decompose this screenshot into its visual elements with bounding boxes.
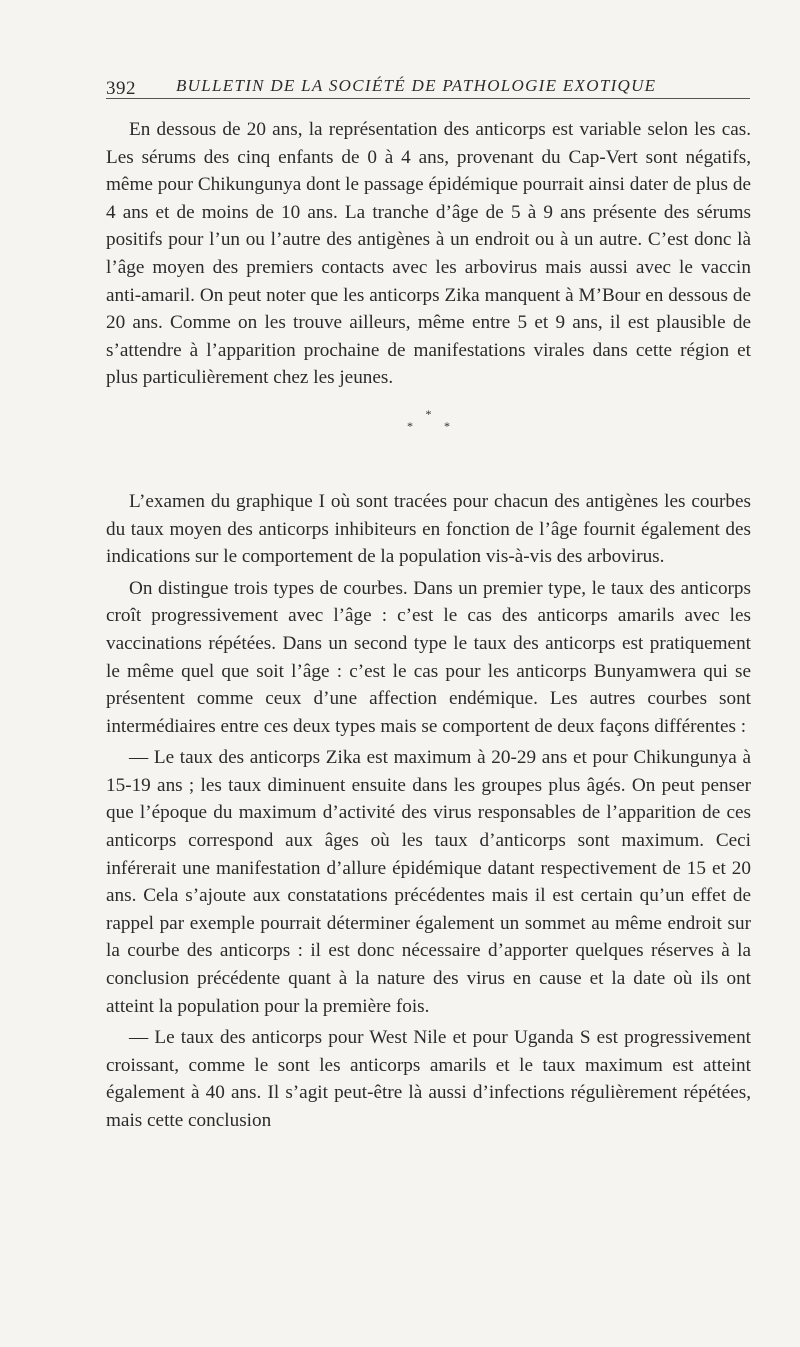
paragraph: — Le taux des anticorps Zika est maximum à 20-29 ans et pour Chikungunya à 15-19 ans ; les taux diminuent ensuite dans les groupes plus âgés. On peut penser que l’époque du maximum d’activité des virus responsables de l’apparition de ces anticorps correspond aux âges où les taux d’anticorps sont maximum. Ceci inférerait une manifestation d’allure épidémique datant respectivement de 15 et 20 ans. Cela s’ajoute aux constatations précédentes mais il est certain qu’un effet de rappel par exemple pourrait déterminer également un sommet au même endroit sur la courbe des anticorps : il est donc nécessaire d’apporter quelques réserves à la conclusion précédente quant à la nature des virus en cause et la date où ils ont atteint la population pour la première fois. <box>106 747 751 1017</box>
running-title: BULLETIN DE LA SOCIÉTÉ DE PATHOLOGIE EXOTIQUE <box>176 76 657 95</box>
paragraph: — Le taux des anticorps pour West Nile et pour Uganda S est progressivement croissant, comme le sont les anticorps amarils et le taux maximum est atteint également à 40 ans. Il s’agit peut-être là aussi d’infections régulièrement répétées, mais cette conclusion <box>106 1027 751 1131</box>
asterism-bottom: * * <box>407 418 464 433</box>
body-text <box>106 116 751 1139</box>
asterism-top: * <box>425 406 432 421</box>
page-header <box>106 70 750 99</box>
section-separator <box>106 408 751 488</box>
paragraph: On distingue trois types de courbes. Dans un premier type, le taux des anticorps croît progressivement avec l’âge : c’est le cas des anticorps amarils avec les vaccinations répétées. Dans un second type le taux des anticorps est pratiquement le même quel que soit l’âge : c’est le cas pour les anticorps Bunyamwera qui se présentent comme ceux d’une affection endémique. Les autres courbes sont intermédiaires entre ces deux types mais se comportent de deux façons différentes : <box>106 577 751 737</box>
page-number: 392 <box>106 78 136 99</box>
paragraph: L’examen du graphique I où sont tracées pour chacun des antigènes les courbes du taux moyen des anticorps inhibiteurs en fonction de l’âge fournit également des indications sur le comportement de la population vis-à-vis des arbovirus. <box>106 490 751 568</box>
paragraph: En dessous de 20 ans, la représentation des anticorps est variable selon les cas. Les sérums des cinq enfants de 0 à 4 ans, provenant du Cap-Vert sont négatifs, même pour Chikungunya dont le passage épidémique pourrait ainsi dater de plus de 4 ans et de moins de 10 ans. La tranche d’âge de 5 à 9 ans présente des sérums positifs pour l’un ou l’autre des antigènes à un endroit ou à un autre. C’est donc là l’âge moyen des premiers contacts avec les arbovirus mais aussi avec le vaccin anti-amaril. On peut noter que les anticorps Zika manquent à M’Bour en dessous de 20 ans. Comme on les trouve ailleurs, même entre 5 et 9 ans, il est plausible de s’attendre à l’apparition prochaine de manifestations virales dans cette région et plus particulièrement chez les jeunes. <box>106 119 751 389</box>
